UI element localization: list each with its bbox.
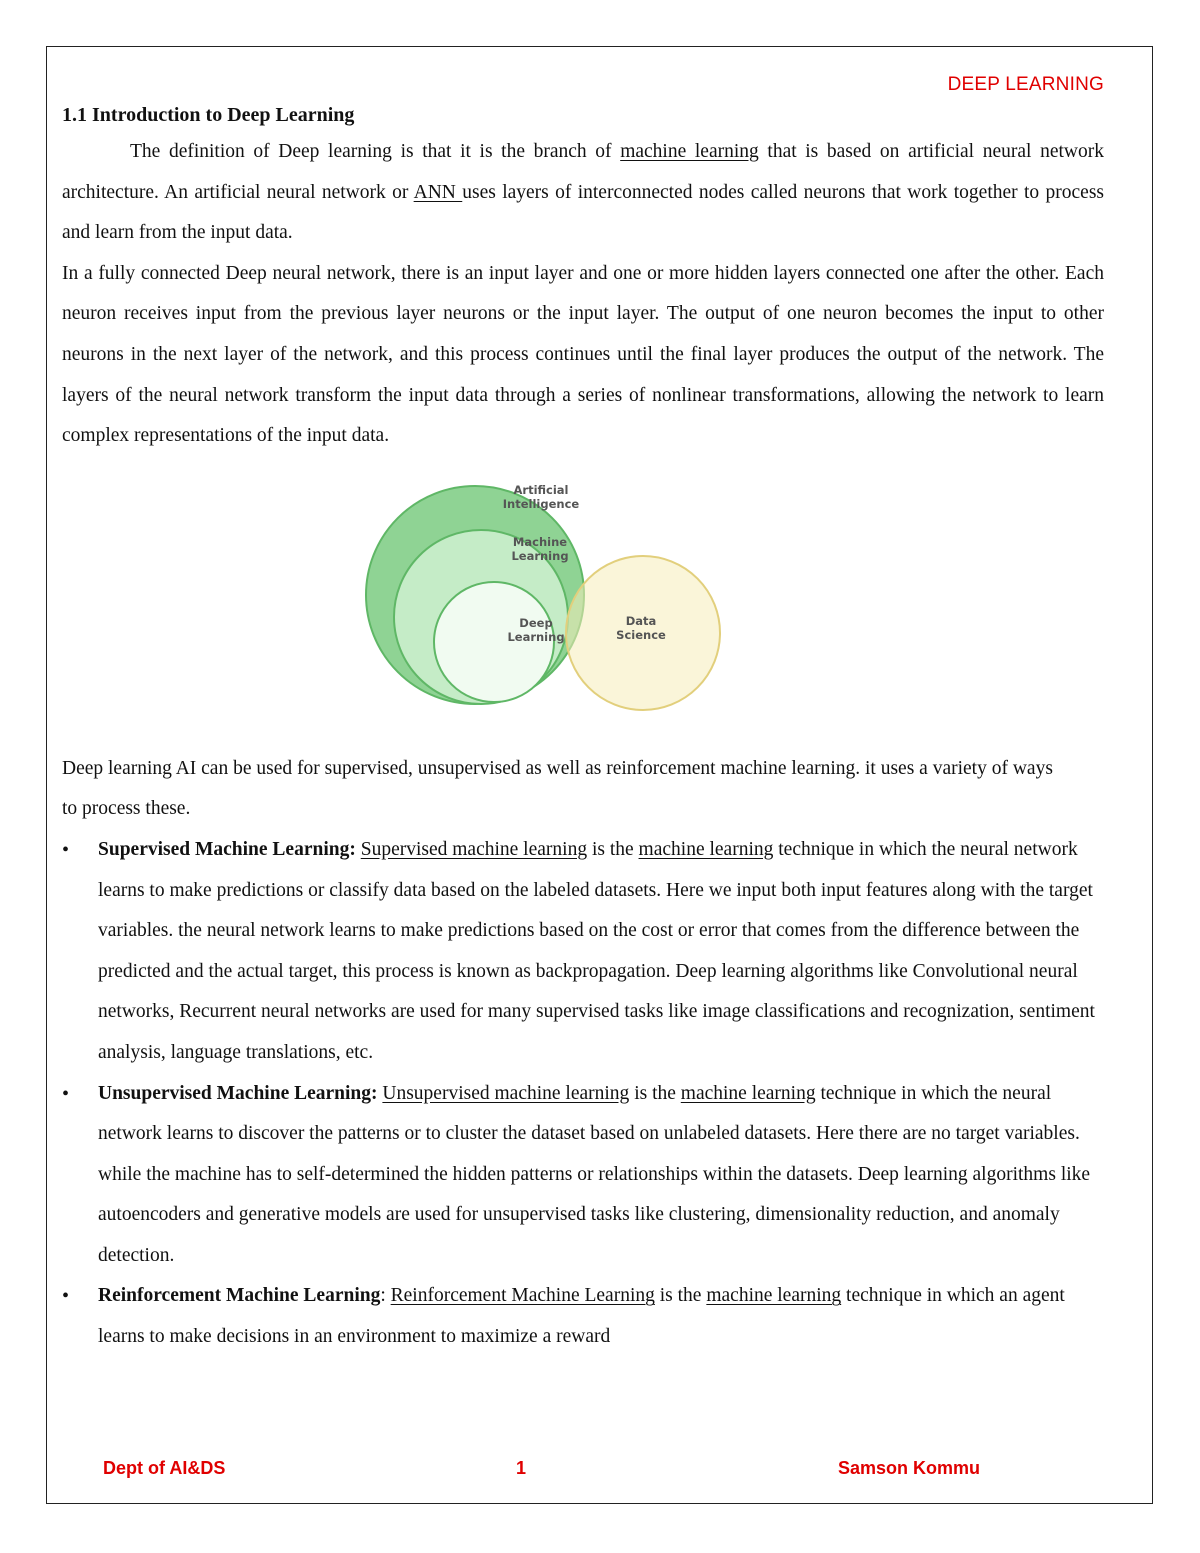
footer-author: Samson Kommu [838,1458,981,1478]
dl-label-line1: Deep [519,615,553,630]
venn-diagram-figure [62,459,1104,749]
supervised-ml-link[interactable]: Supervised machine learning [360,838,588,860]
bullet-text: technique in which the neural network learns to make predictions or classify data based on the labeled datasets. Here we input both input features along with the target variables. the neural network learns to make predictions based on the cost or error that comes from the difference between the predicted and the actual target, this process is known as backpropagation. Deep learning algorithms like Convolutional neural networks, Recurrent neural networks are used for many supervised tasks like image classifications and recognization, sentiment analysis, language translations, etc. [98,838,1095,1063]
intro-text: that is based on artificial neural network architecture. An artificial neural network or [62,141,1104,203]
list-item-reinforcement [62,1276,1104,1357]
bullet-title: Reinforcement Machine Learning [98,1285,381,1307]
ml-label-line2: Learning [511,548,569,563]
machine-learning-link[interactable]: machine learning [680,1082,816,1104]
ds-label-line2: Science [616,627,666,642]
bullet-colon: : [380,1285,386,1307]
ann-link[interactable]: ANN [413,181,463,203]
intro-text: The definition of Deep learning is that it is the branch of [130,141,621,162]
ai-label-line2: Intelligence [502,496,580,511]
dl-label-line2: Learning [507,629,565,644]
footer-page-number: 1 [516,1458,527,1478]
bullet-text: is the [587,838,639,860]
bullet-text: technique in which an agent learns to make decisions in an environment to maximize a reward [98,1285,1065,1348]
bullet-title: Supervised Machine Learning: [98,838,356,860]
venn-diagram [360,465,730,735]
ml-label-line1: Machine [512,534,568,549]
list-item-supervised [62,830,1104,1074]
footer-department: Dept of AI&DS [103,1458,226,1478]
intro-paragraph-2: In a fully connected Deep neural network, there is an input layer and one or more hidden layers connected one after the other. Each neuron receives input from the previous layer neurons or the input layer. The output of one neuron becomes the input to other neurons in the next layer of the network, and this process continues until the final layer produces the output of the network. The layers of the neural network transform the input data through a series of nonlinear transformations, allowing the network to learn complex representations of the input data. [62,262,1104,447]
bullet-text: technique in which the neural network learns to discover the patterns or to cluster the dataset based on unlabeled datasets. Here there are no target variables. while the machine has to self-determined the hidden patterns or relationships within the datasets. Deep learning algorithms like autoencoders and generative models are used for unsupervised tasks like clustering, dimensionality reduction, and anomaly detection. [98,1082,1091,1266]
list-item-unsupervised [62,1074,1104,1277]
ai-label-line1: Artificial [513,482,569,497]
learning-types-list [62,830,1104,1358]
header-title: DEEP LEARNING [947,74,1104,95]
bullet-title: Unsupervised Machine Learning: [98,1082,378,1104]
section-heading: 1.1 Introduction to Deep Learning [62,104,355,126]
intro-paragraph-1 [62,132,1104,254]
page-content [62,98,1104,1358]
intro-text: uses layers of interconnected nodes called neurons that work together to process and learn from the input data. [62,181,1104,244]
uses-intro-paragraph: Deep learning AI can be used for supervised, unsupervised as well as reinforcement machine learning. it uses a variety of ways to process these. [62,757,1053,820]
unsupervised-ml-link[interactable]: Unsupervised machine learning [382,1082,630,1104]
machine-learning-link[interactable]: machine learning [706,1285,842,1307]
ds-label-line1: Data [625,613,657,628]
machine-learning-link[interactable]: machine learning [620,141,759,162]
bullet-text: is the [629,1082,681,1104]
machine-learning-link[interactable]: machine learning [638,838,774,860]
reinforcement-ml-link[interactable]: Reinforcement Machine Learning [390,1285,655,1307]
bullet-text: is the [654,1285,707,1307]
